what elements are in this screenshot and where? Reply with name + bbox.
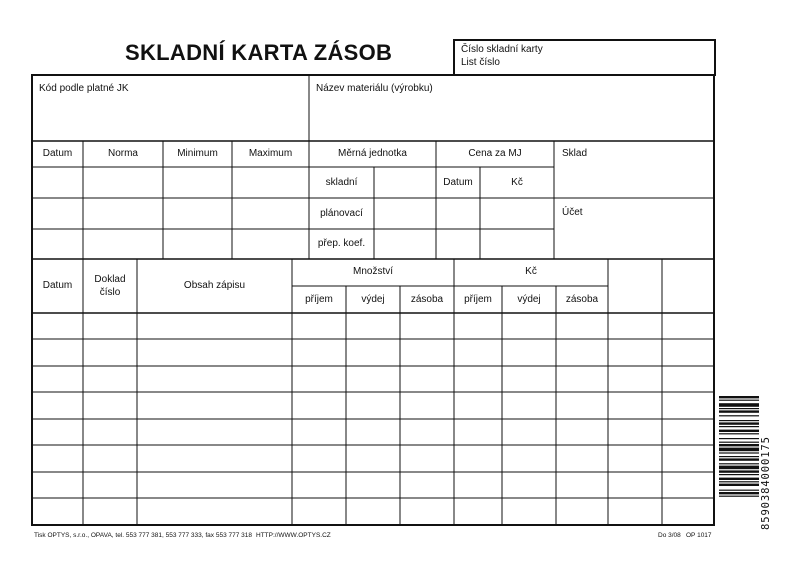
barcode-bar xyxy=(719,408,759,409)
barcode-bar xyxy=(719,481,759,482)
price-sub-datum: Datum xyxy=(443,177,473,188)
barcode-bar xyxy=(719,474,759,475)
barcode-bar xyxy=(719,438,759,439)
barcode-bar xyxy=(719,433,759,434)
unit-row-planovaci: plánovací xyxy=(320,208,363,219)
barcode-bar xyxy=(719,466,759,470)
barcode-bar xyxy=(719,492,759,494)
unit-header: Měrná jednotka xyxy=(338,148,407,159)
ledger-qty-vydej: výdej xyxy=(361,294,385,305)
price-sub-kc: Kč xyxy=(511,177,523,188)
barcode-bar xyxy=(719,422,759,424)
middle-col-norma: Norma xyxy=(107,148,138,159)
ledger-kc-zasoba: zásoba xyxy=(565,294,599,305)
barcode-bar xyxy=(719,430,759,432)
ledger-qty-prijem: příjem xyxy=(305,294,333,305)
barcode-bar xyxy=(719,448,759,452)
footer-printer: Tisk OPTYS, s.r.o., OPAVA, tel. 553 777 381, 553 777 333, fax 553 777 318 xyxy=(34,532,253,539)
ledger-col-cislo: číslo xyxy=(99,287,121,298)
barcode-bar xyxy=(719,490,759,491)
code-label: Kód podle platné JK xyxy=(39,83,129,94)
price-header: Cena za MJ xyxy=(468,148,522,159)
barcode-bar xyxy=(719,396,759,398)
sklad-label: Sklad xyxy=(562,148,588,159)
unit-row-koef: přep. koef. xyxy=(317,238,366,249)
sheet-number-label: List číslo xyxy=(461,57,500,68)
footer-web: HTTP://WWW.OPTYS.CZ xyxy=(256,532,331,539)
form-title: SKLADNÍ KARTA ZÁSOB xyxy=(125,40,393,65)
ucet-label: Účet xyxy=(562,207,583,218)
ledger-group-kc: Kč xyxy=(525,266,537,277)
barcode-bar xyxy=(719,496,759,497)
middle-col-minimum: Minimum xyxy=(177,148,218,159)
footer-edition: Do 3/08 xyxy=(658,532,681,539)
barcode-bar xyxy=(719,444,759,446)
barcode-bar xyxy=(719,456,759,457)
barcode-bar xyxy=(719,400,759,401)
barcode-bar xyxy=(719,415,759,416)
barcode-bar xyxy=(719,478,759,480)
barcode-bar xyxy=(719,470,759,472)
ledger-col-datum: Datum xyxy=(42,280,73,291)
barcode-bar xyxy=(719,420,759,421)
footer-form-code: OP 1017 xyxy=(686,532,712,539)
barcode-bar xyxy=(719,442,759,443)
barcode-bar xyxy=(719,484,759,486)
ledger-col-doklad: Doklad xyxy=(94,274,126,285)
barcode-number: 8590384000175 xyxy=(760,436,772,530)
ledger-kc-prijem: příjem xyxy=(464,294,492,305)
unit-row-skladni: skladní xyxy=(325,177,358,188)
barcode-bar xyxy=(719,463,759,464)
barcode-bar xyxy=(719,458,759,460)
ledger-group-mnozstvi: Množství xyxy=(352,266,393,277)
barcode-bar xyxy=(719,452,759,453)
middle-col-datum: Datum xyxy=(42,148,73,159)
barcode-bar xyxy=(719,410,759,412)
barcode-bar xyxy=(719,403,759,407)
ledger-qty-zasoba: zásoba xyxy=(410,294,444,305)
card-number-label: Číslo skladní karty xyxy=(461,44,543,55)
material-name-label: Název materiálu (výrobku) xyxy=(316,83,433,94)
middle-col-maximum: Maximum xyxy=(248,148,293,159)
ledger-col-obsah: Obsah zápisu xyxy=(183,280,246,291)
barcode-bar xyxy=(719,426,759,427)
ledger-kc-vydej: výdej xyxy=(517,294,541,305)
